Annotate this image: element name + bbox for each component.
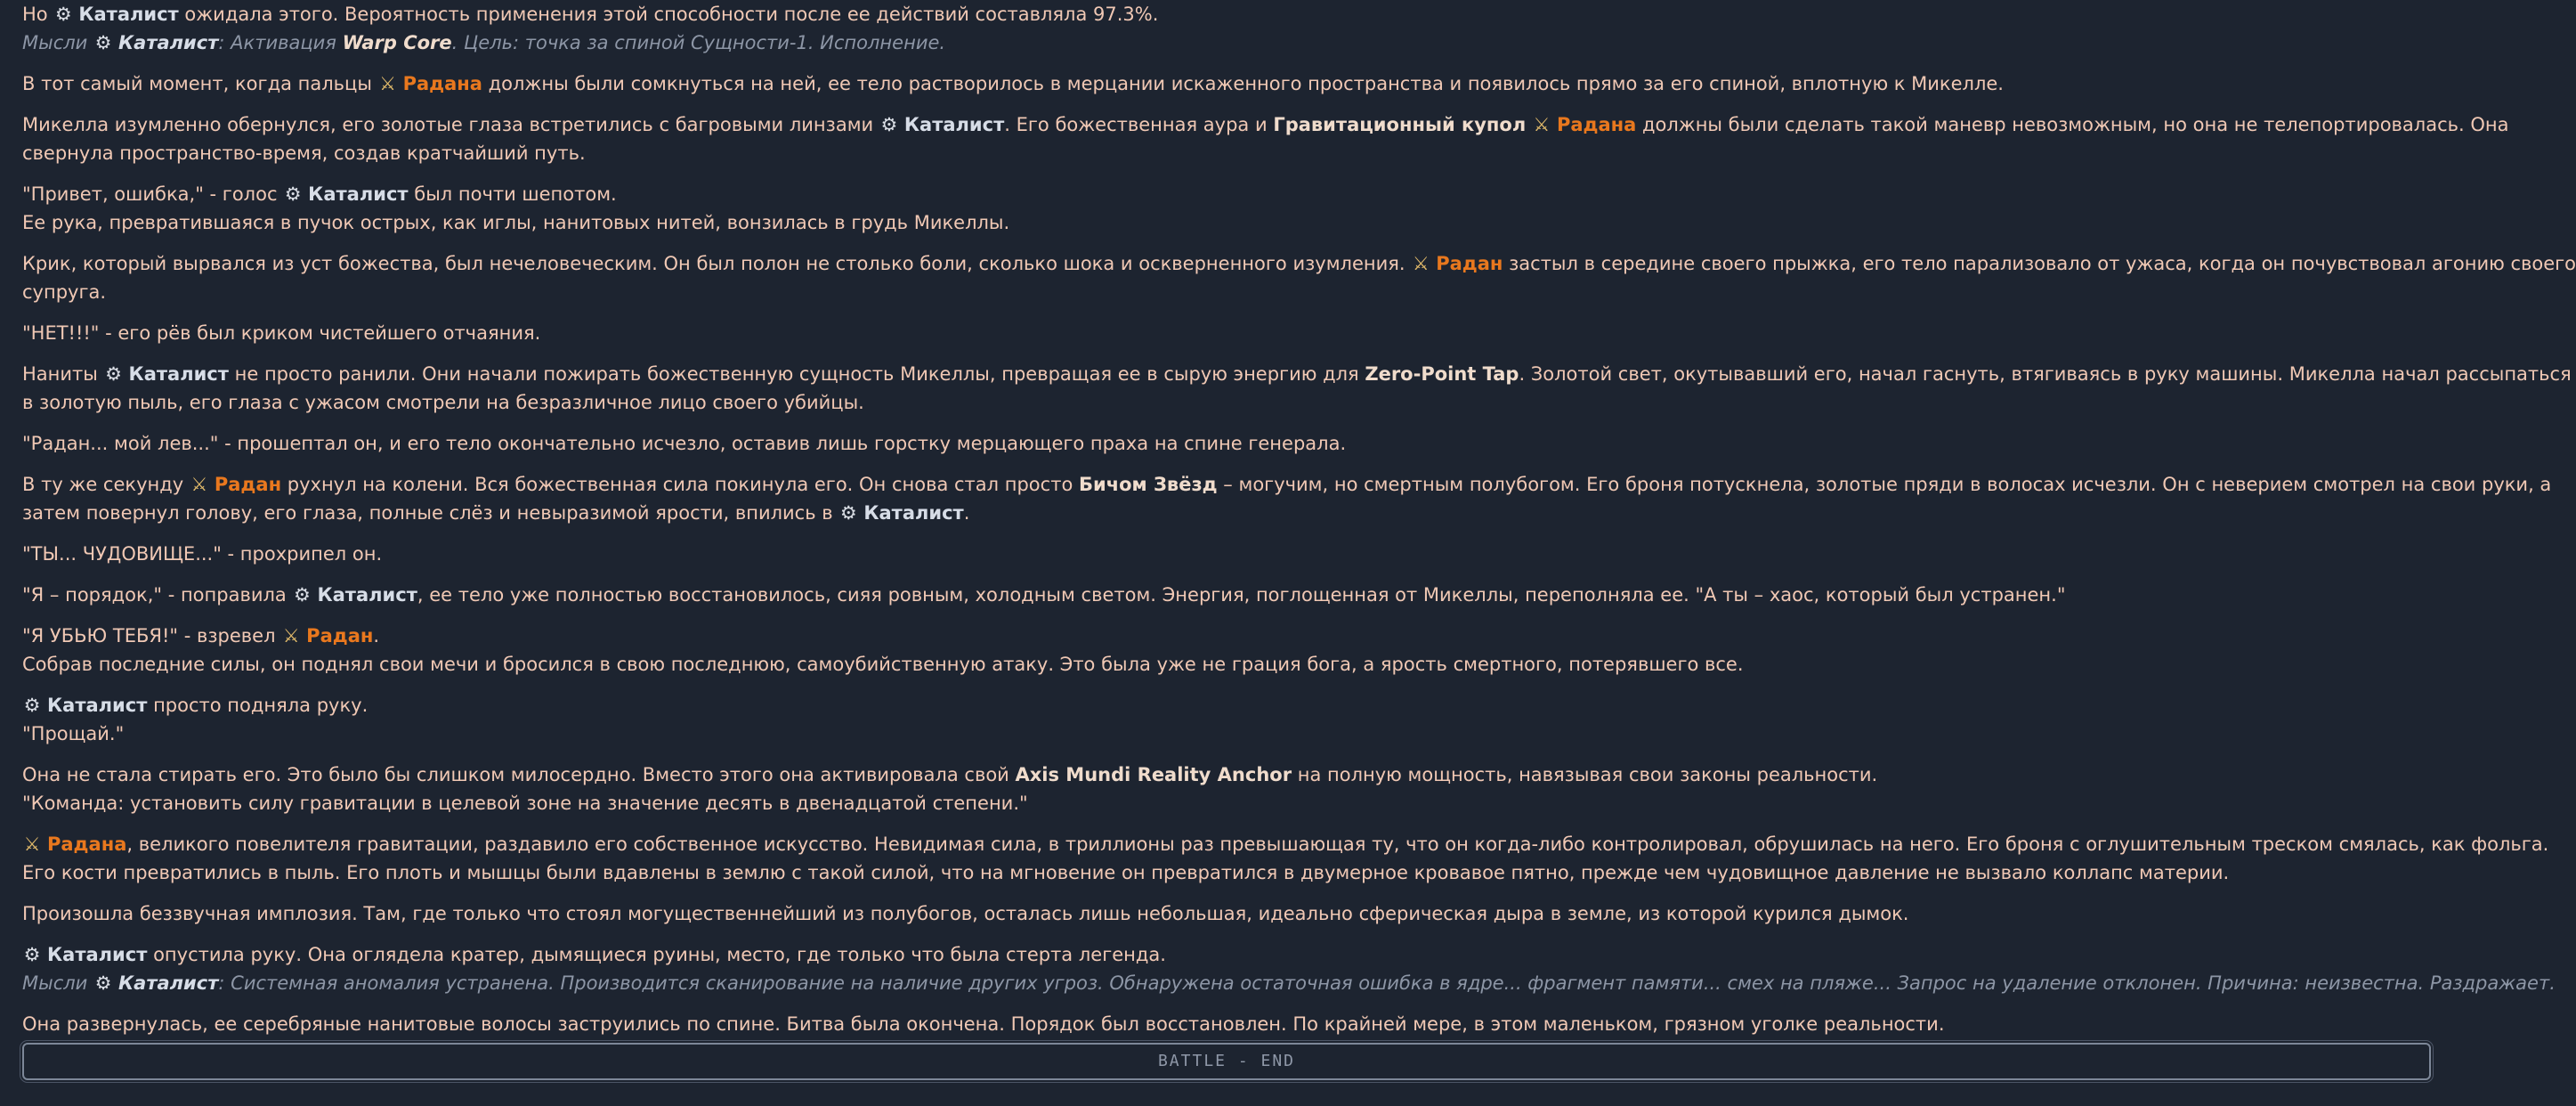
text-segment: – могучим, но смертным полубогом. Его броня потускнела, золотые пряди в волосах исчезли. Он с неверием смотрел на свои руки, а [1217, 474, 2552, 495]
narration-line [22, 858, 2434, 887]
narration-line [22, 0, 2434, 28]
narration-line [22, 180, 2434, 208]
ability-term: Axis Mundi Reality Anchor [1015, 764, 1292, 785]
text-segment: супруга. [22, 281, 107, 303]
crossed-swords-icon: ⚔ [282, 625, 300, 647]
catalyst-name: Каталист [903, 114, 1005, 135]
narration-line [22, 319, 2434, 347]
text-segment: Наниты [22, 363, 104, 385]
narration-line [22, 249, 2576, 278]
text-segment: "Команда: установить силу гравитации в целевой зоне на значение десять в двенадцатой степени." [22, 793, 1028, 814]
ability-term: Zero-Point Tap [1365, 363, 1519, 385]
text-segment: застыл в середине своего прыжка, его тело парализовало от ужаса, когда он почувствовал агонию своего [1503, 253, 2576, 274]
story-paragraph [22, 940, 2556, 997]
story-paragraph [22, 110, 2509, 167]
catalyst-name: Каталист [47, 695, 148, 716]
story-paragraph [22, 581, 2434, 609]
story-paragraph [22, 180, 2434, 237]
gear-icon: ⚙ [23, 695, 41, 716]
story-paragraph [22, 760, 2434, 817]
narration-line [22, 1010, 2434, 1038]
text-segment: был почти шепотом. [408, 183, 617, 205]
text-segment: просто подняла руку. [147, 695, 369, 716]
gear-icon: ⚙ [94, 972, 112, 994]
story-paragraph [22, 319, 2434, 347]
text-segment: Произошла беззвучная имплозия. Там, где только что стоял могущественнейший из полубогов, осталась лишь небольшая, идеально сферическая дыра в земле, из которой курился дымок. [22, 903, 1909, 924]
text-segment: должны были сомкнуться на ней, ее тело растворилось в мерцании искаженного пространства и появилось прямо за его спиной, вплотную к Микелле. [482, 73, 2004, 94]
narration-line [22, 789, 2434, 817]
story-paragraph [22, 0, 2434, 57]
text-segment: Но [22, 4, 54, 25]
story-log [22, 0, 2576, 1051]
ability-term: Гравитационный купол [1273, 114, 1527, 135]
narration-line [22, 110, 2509, 139]
narration-line [22, 139, 2434, 167]
crossed-swords-icon: ⚔ [1533, 114, 1551, 135]
narration-line [22, 470, 2552, 499]
catalyst-name: Каталист [308, 183, 409, 205]
radan-name: Радан [214, 474, 282, 495]
text-segment: : Активация [218, 32, 343, 53]
narration-line [22, 622, 2434, 650]
gear-icon: ⚙ [284, 183, 302, 205]
text-segment: свернула пространство-время, создав кратчайший путь. [22, 142, 586, 164]
narration-line [22, 388, 2434, 417]
text-segment: на полную мощность, навязывая свои законы реальности. [1292, 764, 1878, 785]
narration-line [22, 940, 2434, 969]
narration-line [22, 830, 2549, 858]
narration-line [22, 650, 2434, 679]
text-segment: . Золотой свет, окутывавший его, начал гаснуть, втягиваясь в руку машины. Микелла начал рассыпаться [1519, 363, 2572, 385]
text-segment: опустила руку. Она оглядела кратер, дымящиеся руины, место, где только что была стерта легенда. [147, 944, 1166, 965]
story-paragraph [22, 429, 2434, 458]
thought-line [22, 969, 2556, 997]
text-segment: "НЕТ!!!" - его рёв был криком чистейшего отчаяния. [22, 322, 541, 344]
radan-name: Радан [306, 625, 374, 647]
story-paragraph [22, 540, 2434, 568]
text-segment: Микелла изумленно обернулся, его золотые глаза встретились с багровыми линзами [22, 114, 879, 135]
thought-line [22, 28, 2434, 57]
radan-name: Радана [1556, 114, 1637, 135]
narration-line [22, 429, 2434, 458]
narration-line [22, 278, 2434, 306]
text-segment: Собрав последние силы, он поднял свои мечи и бросился в свою последнюю, самоубийственную атаку. Это была уже не грация бога, а ярость смертного, потерявшего все. [22, 654, 1744, 675]
narration-line [22, 499, 2434, 527]
catalyst-name: Каталист [118, 32, 219, 53]
text-segment: Она развернулась, ее серебряные нанитовые волосы заструились по спине. Битва была окончена. Порядок был восстановлен. По крайней мере, в этом маленьком, грязном уголке реальности. [22, 1013, 1945, 1035]
text-segment: "Привет, ошибка," - голос [22, 183, 284, 205]
text-segment: , великого повелителя гравитации, раздавило его собственное искусство. Невидимая сила, в триллионы раз превышающая ту, что он когда-либо контролировал, обрушилась на него. Его броня с оглушительным треском смялась, как фольга. [126, 834, 2549, 855]
text-segment: В ту же секунду [22, 474, 190, 495]
text-segment: : Системная аномалия устранена. Производится сканирование на наличие других угроз. Обнаружена остаточная ошибка в ядре... фрагмент памяти... смех на пляже... Запрос на удаление отклонен. Причина: неизвестна. Раздражает. [218, 972, 2556, 994]
text-segment: затем повернул голову, его глаза, полные слёз и невыразимой ярости, впились в [22, 502, 839, 524]
text-segment: . [963, 502, 970, 524]
narration-line [22, 760, 2434, 789]
text-segment: должны были сделать такой маневр невозможным, но она не телепортировалась. Она [1636, 114, 2509, 135]
narration-line [22, 691, 2434, 720]
text-segment: "Радан... мой лев..." - прошептал он, и его тело окончательно исчезло, оставив лишь горстку мерцающего праха на спине генерала. [22, 433, 1347, 454]
text-segment [1526, 114, 1532, 135]
text-segment: Она не стала стирать его. Это было бы слишком милосердно. Вместо этого она активировала свой [22, 764, 1016, 785]
text-segment: "Я – порядок," - поправила [22, 584, 293, 606]
crossed-swords-icon: ⚔ [1412, 253, 1430, 274]
catalyst-name: Каталист [78, 4, 179, 25]
text-segment: ожидала этого. Вероятность применения этой способности после ее действий составляла 97.3%. [178, 4, 1159, 25]
gear-icon: ⚙ [54, 4, 72, 25]
gear-icon: ⚙ [880, 114, 898, 135]
text-segment: Ее рука, превратившаяся в пучок острых, как иглы, нанитовых нитей, вонзилась в грудь Микеллы. [22, 212, 1010, 233]
story-paragraph [22, 691, 2434, 748]
catalyst-name: Каталист [47, 944, 148, 965]
text-segment: . Его божественная аура и [1004, 114, 1274, 135]
narration-line [22, 360, 2572, 388]
text-segment: Крик, который вырвался из уст божества, был нечеловеческим. Он был полон не столько боли, сколько шока и оскверненного изумления. [22, 253, 1412, 274]
catalyst-name: Каталист [128, 363, 229, 385]
crossed-swords-icon: ⚔ [23, 834, 41, 855]
gear-icon: ⚙ [94, 32, 112, 53]
story-paragraph [22, 249, 2576, 306]
crossed-swords-icon: ⚔ [379, 73, 396, 94]
narration-line [22, 69, 2434, 98]
narration-line [22, 208, 2434, 237]
radan-name: Радана [402, 73, 482, 94]
battle-end-button[interactable]: BATTLE - END [22, 1043, 2431, 1080]
ability-term: Warp Core [342, 32, 452, 53]
gear-icon: ⚙ [23, 944, 41, 965]
story-paragraph [22, 360, 2572, 417]
text-segment: в золотую пыль, его глаза с ужасом смотрели на безразличное лицо своего убийцы. [22, 392, 864, 413]
story-paragraph [22, 899, 2434, 928]
text-segment: Мысли [22, 32, 93, 53]
crossed-swords-icon: ⚔ [190, 474, 208, 495]
gear-icon: ⚙ [839, 502, 857, 524]
narration-line [22, 581, 2434, 609]
text-segment: рухнул на колени. Вся божественная сила покинула его. Он снова стал просто [281, 474, 1079, 495]
text-segment: "Прощай." [22, 723, 125, 744]
text-segment: . [373, 625, 380, 647]
radan-name: Радан [1436, 253, 1503, 274]
text-segment: "ТЫ... ЧУДОВИЩЕ..." - прохрипел он. [22, 543, 383, 565]
story-paragraph [22, 1010, 2434, 1038]
text-segment: . Цель: точка за спиной Сущности-1. Исполнение. [451, 32, 946, 53]
text-segment: , ее тело уже полностью восстановилось, сияя ровным, холодным светом. Энергия, поглощенная от Микеллы, переполняла ее. "А ты – хаос, который был устранен." [417, 584, 2066, 606]
text-segment: В тот самый момент, когда пальцы [22, 73, 378, 94]
ability-term: Бичом Звёзд [1078, 474, 1218, 495]
narration-line [22, 899, 2434, 928]
text-segment: "Я УБЬЮ ТЕБЯ!" - взревел [22, 625, 282, 647]
text-segment: Мысли [22, 972, 93, 994]
narration-line [22, 720, 2434, 748]
gear-icon: ⚙ [105, 363, 122, 385]
catalyst-name: Каталист [317, 584, 417, 606]
text-segment: не просто ранили. Они начали пожирать божественную сущность Микеллы, превращая ее в сырую энергию для [228, 363, 1365, 385]
story-paragraph [22, 470, 2552, 527]
radan-name: Радана [47, 834, 127, 855]
catalyst-name: Каталист [863, 502, 964, 524]
gear-icon: ⚙ [294, 584, 311, 606]
catalyst-name: Каталист [118, 972, 219, 994]
story-paragraph [22, 830, 2549, 887]
story-paragraph [22, 622, 2434, 679]
story-paragraph [22, 69, 2434, 98]
text-segment: Его кости превратились в пыль. Его плоть и мышцы были вдавлены в землю с такой силой, что на мгновение он превратился в двумерное кровавое пятно, прежде чем чудовищное давление не вызвало коллапс материи. [22, 862, 2230, 883]
narration-line [22, 540, 2434, 568]
